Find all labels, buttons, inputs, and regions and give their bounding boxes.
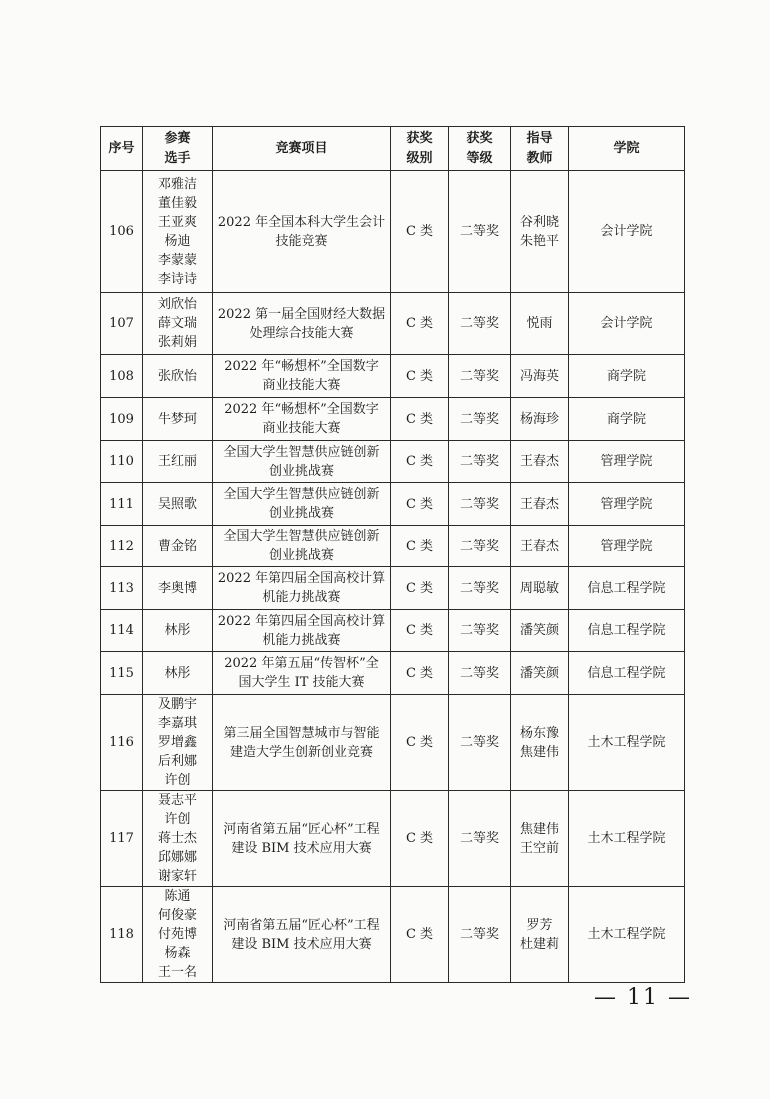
college-cell: 管理学院 bbox=[569, 526, 685, 567]
row-number: 117 bbox=[101, 791, 143, 887]
project-cell-line: 建设 BIM 技术应用大赛 bbox=[231, 936, 372, 952]
players-cell-line: 杨森 bbox=[164, 946, 191, 961]
header-text: 教师 bbox=[526, 150, 553, 166]
players-cell-line: 邱娜娜 bbox=[157, 850, 197, 865]
project-cell-line: 全国大学生智慧供应链创新 bbox=[223, 487, 380, 502]
table-row bbox=[101, 355, 685, 398]
college-cell: 土木工程学院 bbox=[569, 791, 685, 887]
row-number: 110 bbox=[101, 441, 143, 483]
project-cell-line: 建造大学生创新创业竞赛 bbox=[229, 744, 373, 760]
award-level: C 类 bbox=[391, 293, 449, 355]
award-grade: 二等奖 bbox=[449, 887, 511, 983]
header-grade bbox=[449, 127, 511, 171]
table-row bbox=[101, 526, 685, 567]
header-teachers bbox=[511, 127, 569, 171]
table-row bbox=[101, 483, 685, 526]
row-number: 111 bbox=[101, 483, 143, 526]
teachers-cell bbox=[511, 652, 569, 695]
college-cell: 会计学院 bbox=[569, 171, 685, 293]
project-cell-line: 2022 年“畅想杯”全国数字 bbox=[224, 402, 379, 417]
college-cell: 管理学院 bbox=[569, 483, 685, 526]
award-grade: 二等奖 bbox=[449, 526, 511, 567]
teachers-cell bbox=[511, 355, 569, 398]
teachers-cell-line: 周聪敏 bbox=[519, 580, 559, 596]
table-row bbox=[101, 171, 685, 293]
college-cell: 会计学院 bbox=[569, 293, 685, 355]
teachers-cell bbox=[511, 398, 569, 441]
college-cell: 土木工程学院 bbox=[569, 887, 685, 983]
players-cell bbox=[143, 171, 213, 293]
header-text: 指导 bbox=[526, 130, 553, 146]
project-cell-line: 2022 年全国本科大学生会计 bbox=[217, 214, 386, 230]
players-cell bbox=[143, 483, 213, 526]
teachers-cell-line: 王空前 bbox=[519, 840, 559, 856]
award-level: C 类 bbox=[391, 171, 449, 293]
header-players bbox=[143, 127, 213, 171]
award-level: C 类 bbox=[391, 567, 449, 610]
players-cell-line: 李诗诗 bbox=[157, 271, 197, 287]
players-cell-line: 谢家轩 bbox=[157, 869, 197, 884]
players-cell bbox=[143, 355, 213, 398]
college-cell: 管理学院 bbox=[569, 441, 685, 483]
teachers-cell-line: 罗芳 bbox=[526, 917, 553, 933]
teachers-cell bbox=[511, 526, 569, 567]
teachers-cell bbox=[511, 887, 569, 983]
project-cell-line: 河南省第五届“匠心杯”工程 bbox=[223, 821, 380, 837]
award-grade: 二等奖 bbox=[449, 171, 511, 293]
teachers-cell-line: 悦雨 bbox=[526, 316, 553, 331]
project-cell-line: 处理综合技能大赛 bbox=[249, 325, 354, 341]
project-cell bbox=[213, 567, 391, 610]
project-cell-line: 建设 BIM 技术应用大赛 bbox=[231, 840, 372, 856]
players-cell bbox=[143, 791, 213, 887]
college-cell: 商学院 bbox=[569, 398, 685, 441]
award-grade: 二等奖 bbox=[449, 398, 511, 441]
table-row bbox=[101, 887, 685, 983]
players-cell-line: 林彤 bbox=[164, 623, 191, 638]
project-cell bbox=[213, 441, 391, 483]
players-cell-line: 张莉娟 bbox=[157, 335, 197, 350]
players-cell-line: 许创 bbox=[164, 812, 191, 827]
teachers-cell-line: 王春杰 bbox=[519, 496, 559, 512]
project-cell-line: 创业挑战赛 bbox=[268, 463, 334, 479]
table-row bbox=[101, 652, 685, 695]
project-cell-line: 国大学生 IT 技能大赛 bbox=[238, 675, 365, 690]
teachers-cell bbox=[511, 695, 569, 791]
players-cell-line: 陈通 bbox=[164, 889, 191, 904]
project-cell-line: 机能力挑战赛 bbox=[262, 632, 341, 648]
project-cell-line: 第三届全国智慧城市与智能 bbox=[223, 725, 380, 741]
players-cell-line: 李奥博 bbox=[157, 580, 197, 596]
row-number: 114 bbox=[101, 610, 143, 652]
table-row bbox=[101, 441, 685, 483]
award-grade: 二等奖 bbox=[449, 791, 511, 887]
players-cell-line: 刘欣怡 bbox=[157, 297, 197, 312]
award-grade: 二等奖 bbox=[449, 652, 511, 695]
players-cell-line: 后利娜 bbox=[157, 754, 197, 769]
header-text: 选手 bbox=[164, 150, 191, 166]
players-cell-line: 聂志平 bbox=[157, 793, 197, 808]
project-cell-line: 机能力挑战赛 bbox=[262, 590, 341, 605]
table-row bbox=[101, 610, 685, 652]
header-text: 学院 bbox=[613, 140, 640, 156]
row-number: 107 bbox=[101, 293, 143, 355]
project-cell-line: 商业技能大赛 bbox=[262, 421, 341, 436]
teachers-cell bbox=[511, 441, 569, 483]
college-cell: 土木工程学院 bbox=[569, 695, 685, 791]
award-grade: 二等奖 bbox=[449, 293, 511, 355]
table-row bbox=[101, 695, 685, 791]
award-level: C 类 bbox=[391, 441, 449, 483]
project-cell-line: 2022 年“畅想杯”全国数字 bbox=[224, 359, 379, 374]
teachers-cell-line: 杜建莉 bbox=[519, 936, 559, 952]
project-cell-line: 2022 年第五届“传智杯”全 bbox=[224, 656, 379, 671]
players-cell bbox=[143, 398, 213, 441]
project-cell-line: 河南省第五届“匠心杯”工程 bbox=[223, 917, 380, 933]
header-text: 获奖 bbox=[406, 130, 433, 146]
project-cell bbox=[213, 526, 391, 567]
award-grade: 二等奖 bbox=[449, 441, 511, 483]
players-cell-line: 及鹏宇 bbox=[157, 697, 197, 712]
teachers-cell-line: 焦建伟 bbox=[519, 821, 559, 837]
row-number: 106 bbox=[101, 171, 143, 293]
project-cell bbox=[213, 293, 391, 355]
players-cell-line: 林彤 bbox=[164, 665, 191, 681]
teachers-cell-line: 杨东豫 bbox=[519, 725, 559, 741]
players-cell-line: 何俊豪 bbox=[157, 908, 197, 923]
teachers-cell-line: 王春杰 bbox=[519, 454, 559, 469]
teachers-cell-line: 杨海珍 bbox=[519, 411, 559, 427]
players-cell bbox=[143, 293, 213, 355]
row-number: 113 bbox=[101, 567, 143, 610]
row-number: 115 bbox=[101, 652, 143, 695]
header-college bbox=[569, 127, 685, 171]
header-project bbox=[213, 127, 391, 171]
teachers-cell-line: 焦建伟 bbox=[519, 744, 559, 760]
college-cell: 信息工程学院 bbox=[569, 567, 685, 610]
project-cell bbox=[213, 887, 391, 983]
project-cell bbox=[213, 610, 391, 652]
players-cell bbox=[143, 652, 213, 695]
page-number: — 11 — bbox=[594, 985, 692, 1010]
college-cell: 信息工程学院 bbox=[569, 610, 685, 652]
project-cell bbox=[213, 171, 391, 293]
header-text: 等级 bbox=[466, 150, 493, 166]
teachers-cell-line: 冯海英 bbox=[519, 368, 559, 384]
college-cell: 商学院 bbox=[569, 355, 685, 398]
project-cell-line: 技能竞赛 bbox=[275, 233, 328, 249]
players-cell-line: 杨迪 bbox=[164, 233, 191, 249]
award-level: C 类 bbox=[391, 887, 449, 983]
players-cell-line: 王红丽 bbox=[157, 454, 197, 469]
header-text: 级别 bbox=[406, 150, 433, 166]
project-cell-line: 创业挑战赛 bbox=[268, 506, 334, 521]
header-row bbox=[101, 127, 685, 171]
players-cell bbox=[143, 695, 213, 791]
award-grade: 二等奖 bbox=[449, 610, 511, 652]
award-level: C 类 bbox=[391, 652, 449, 695]
players-cell bbox=[143, 441, 213, 483]
award-grade: 二等奖 bbox=[449, 695, 511, 791]
project-cell bbox=[213, 652, 391, 695]
project-cell bbox=[213, 791, 391, 887]
players-cell-line: 董佳毅 bbox=[157, 195, 197, 211]
project-cell-line: 商业技能大赛 bbox=[262, 378, 341, 393]
teachers-cell bbox=[511, 567, 569, 610]
players-cell bbox=[143, 610, 213, 652]
award-grade: 二等奖 bbox=[449, 567, 511, 610]
project-cell-line: 2022 年第四届全国高校计算 bbox=[217, 613, 386, 629]
award-level: C 类 bbox=[391, 695, 449, 791]
table-row bbox=[101, 293, 685, 355]
players-cell-line: 李蒙蒙 bbox=[157, 252, 197, 268]
project-cell-line: 创业挑战赛 bbox=[268, 548, 334, 563]
teachers-cell bbox=[511, 483, 569, 526]
award-table bbox=[100, 126, 685, 983]
award-level: C 类 bbox=[391, 398, 449, 441]
players-cell-line: 曹金铭 bbox=[157, 538, 197, 554]
teachers-cell bbox=[511, 791, 569, 887]
header-text: 获奖 bbox=[466, 130, 493, 146]
players-cell-line: 王一名 bbox=[157, 965, 197, 980]
row-number: 116 bbox=[101, 695, 143, 791]
award-grade: 二等奖 bbox=[449, 483, 511, 526]
teachers-cell-line: 潘笑颜 bbox=[519, 623, 559, 638]
project-cell bbox=[213, 398, 391, 441]
project-cell bbox=[213, 695, 391, 791]
row-number: 112 bbox=[101, 526, 143, 567]
header-text: 竞赛项目 bbox=[275, 140, 328, 156]
table-row bbox=[101, 791, 685, 887]
players-cell bbox=[143, 887, 213, 983]
project-cell-line: 2022 第一届全国财经大数据 bbox=[217, 306, 386, 322]
players-cell-line: 付苑博 bbox=[157, 927, 197, 942]
award-level: C 类 bbox=[391, 791, 449, 887]
players-cell-line: 牛梦珂 bbox=[157, 411, 197, 427]
players-cell-line: 邓雅洁 bbox=[157, 176, 197, 192]
award-level: C 类 bbox=[391, 610, 449, 652]
row-number: 118 bbox=[101, 887, 143, 983]
college-cell: 信息工程学院 bbox=[569, 652, 685, 695]
teachers-cell-line: 朱艳平 bbox=[519, 233, 559, 249]
header-text: 参赛 bbox=[164, 130, 191, 146]
players-cell-line: 许创 bbox=[164, 773, 191, 788]
players-cell-line: 吴照歌 bbox=[157, 496, 197, 512]
project-cell-line: 全国大学生智慧供应链创新 bbox=[223, 444, 380, 460]
players-cell-line: 蒋士杰 bbox=[157, 831, 197, 846]
teachers-cell bbox=[511, 171, 569, 293]
award-level: C 类 bbox=[391, 355, 449, 398]
players-cell bbox=[143, 526, 213, 567]
players-cell-line: 罗增鑫 bbox=[157, 735, 197, 750]
award-grade: 二等奖 bbox=[449, 355, 511, 398]
table-row bbox=[101, 567, 685, 610]
project-cell-line: 全国大学生智慧供应链创新 bbox=[223, 529, 380, 544]
players-cell-line: 张欣怡 bbox=[157, 368, 197, 384]
table-row bbox=[101, 398, 685, 441]
teachers-cell-line: 谷利晓 bbox=[519, 214, 559, 230]
project-cell-line: 2022 年第四届全国高校计算 bbox=[217, 571, 386, 586]
teachers-cell bbox=[511, 610, 569, 652]
award-level: C 类 bbox=[391, 483, 449, 526]
teachers-cell-line: 王春杰 bbox=[519, 538, 559, 554]
teachers-cell-line: 潘笑颜 bbox=[519, 665, 559, 681]
teachers-cell bbox=[511, 293, 569, 355]
project-cell bbox=[213, 483, 391, 526]
players-cell-line: 薛文瑞 bbox=[157, 316, 197, 331]
project-cell bbox=[213, 355, 391, 398]
row-number: 109 bbox=[101, 398, 143, 441]
header-level bbox=[391, 127, 449, 171]
award-level: C 类 bbox=[391, 526, 449, 567]
players-cell bbox=[143, 567, 213, 610]
players-cell-line: 王亚爽 bbox=[157, 214, 197, 230]
players-cell-line: 李嘉琪 bbox=[157, 716, 197, 731]
header-text: 序号 bbox=[108, 140, 135, 156]
row-number: 108 bbox=[101, 355, 143, 398]
header-no bbox=[101, 127, 143, 171]
